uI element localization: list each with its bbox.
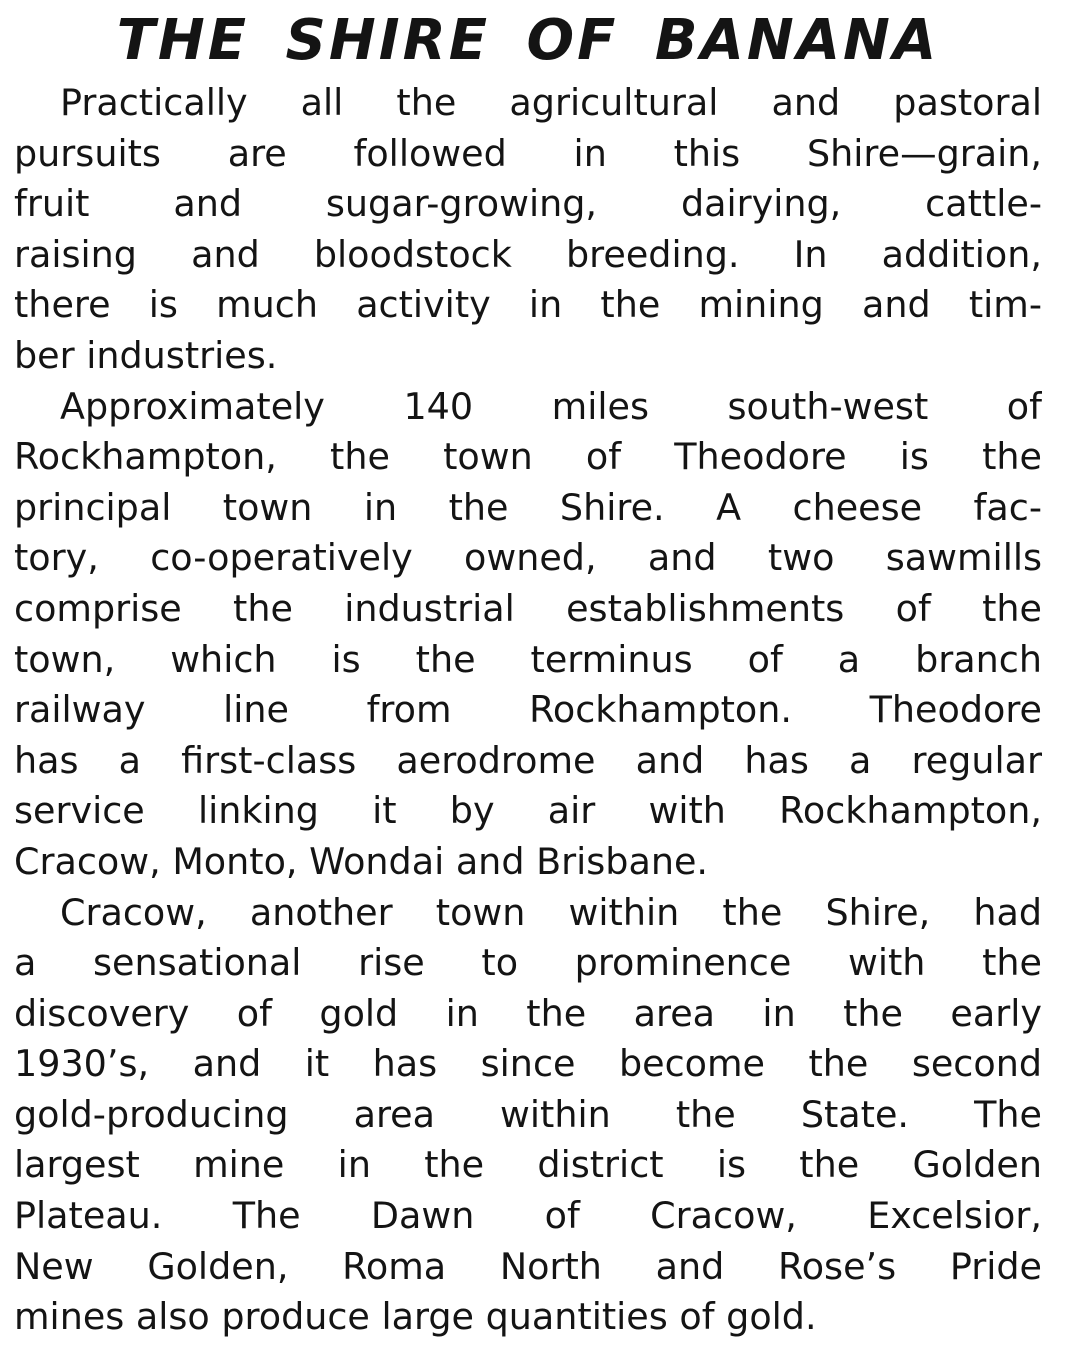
text-line: town, which is the terminus of a branch [14, 637, 1042, 681]
text-line: Cracow, another town within the Shire, had [60, 890, 1042, 934]
text-line: there is much activity in the mining and tim- [14, 283, 1042, 327]
text-line: Approximately 140 miles south-west of [60, 384, 1042, 428]
text-line: a sensational rise to prominence with the [14, 941, 1042, 985]
text-line: comprise the industrial establishments of the [14, 586, 1042, 630]
paragraph-3 [14, 888, 1042, 1343]
text-line: Plateau. The Dawn of Cracow, Excelsior, [14, 1194, 1042, 1238]
text-line: service linking it by air with Rockhampton, [14, 789, 1042, 833]
article-title: THE SHIRE OF BANANA [116, 8, 940, 73]
text-line: pursuits are followed in this Shire—grain, [14, 131, 1042, 175]
paragraph-2 [14, 382, 1042, 888]
text-line: railway line from Rockhampton. Theodore [14, 688, 1042, 732]
text-line: has a first-class aerodrome and has a regular [14, 738, 1042, 782]
text-line: largest mine in the district is the Golden [14, 1143, 1042, 1187]
text-line: mines also produce large quantities of gold. [14, 1295, 817, 1339]
text-line: principal town in the Shire. A cheese fac- [14, 485, 1042, 529]
text-line: tory, co-operatively owned, and two sawmills [14, 536, 1042, 580]
text-line: gold-producing area within the State. The [14, 1092, 1042, 1136]
text-line: discovery of gold in the area in the early [14, 991, 1042, 1035]
text-line: Practically all the agricultural and pastoral [60, 81, 1042, 124]
text-line: 1930’s, and it has since become the second [14, 1042, 1042, 1086]
paragraph-1 [14, 78, 1042, 382]
text-line: New Golden, Roma North and Rose’s Pride [14, 1244, 1042, 1288]
text-line: Cracow, Monto, Wondai and Brisbane. [14, 839, 709, 883]
article [14, 4, 1042, 1343]
text-line: ber industries. [14, 333, 278, 377]
text-line: Rockhampton, the town of Theodore is the [14, 435, 1042, 479]
text-line: raising and bloodstock breeding. In addition, [14, 232, 1042, 276]
text-line: fruit and sugar-growing, dairying, cattle- [14, 182, 1042, 226]
